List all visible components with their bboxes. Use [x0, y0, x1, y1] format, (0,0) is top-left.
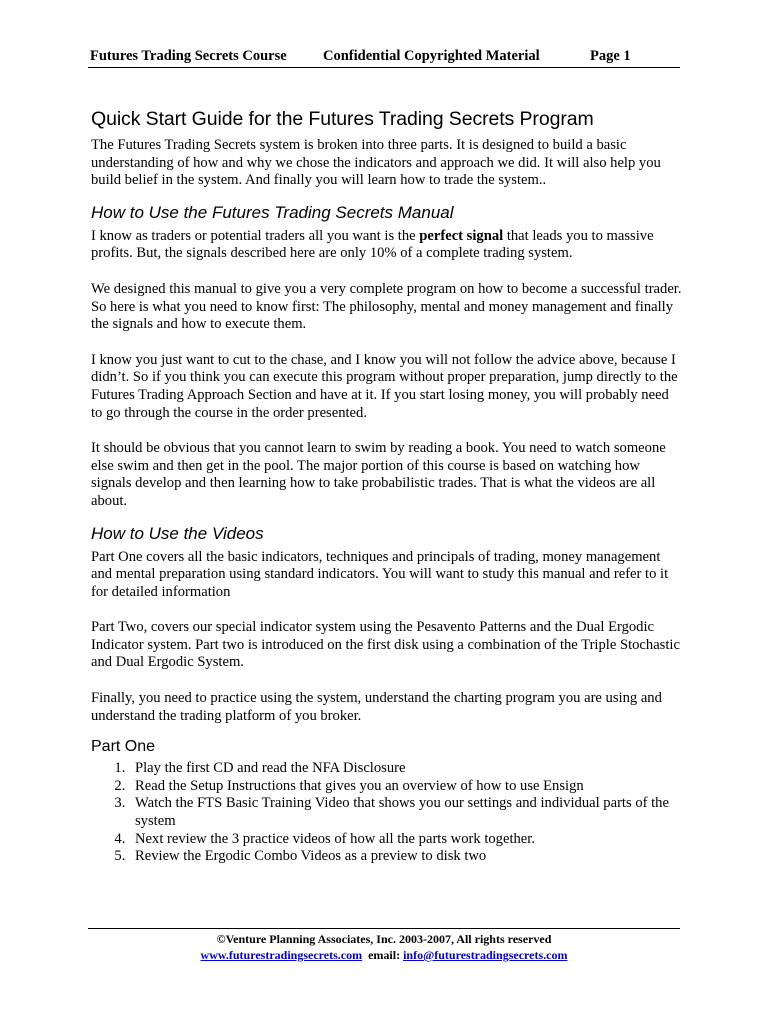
footer-copyright: ©Venture Planning Associates, Inc. 2003-2007, All rights reserved — [216, 932, 552, 946]
list-item: 1. Play the first CD and read the NFA Disclosure — [129, 760, 683, 778]
part-one-heading: Part One — [91, 738, 156, 756]
document-body — [91, 106, 683, 866]
manual-paragraph-1 — [91, 228, 683, 263]
manual-section-heading: How to Use the Futures Trading Secrets Manual — [91, 202, 454, 222]
list-item: 5. Review the Ergodic Combo Videos as a preview to disk two — [129, 848, 683, 866]
manual-paragraph-4: It should be obvious that you cannot learn to swim by reading a book. You need to watch someone else swim and then get in the pool. The major portion of this course is based on watching how signals develop and then learning how to take probabilistic trades. That is what the videos are all about. — [91, 440, 666, 509]
videos-section-heading: How to Use the Videos — [91, 523, 264, 543]
header-confidential-notice: Confidential Copyrighted Material — [323, 48, 540, 64]
list-item: 3. Watch the FTS Basic Training Video that shows you our settings and individual parts of the system — [129, 795, 683, 830]
intro-paragraph: The Futures Trading Secrets system is broken into three parts. It is designed to build a basic understanding of how and why we chose the indicators and approach we did. It will also help you build belief in the system. And finally you will learn how to trade the system.. — [91, 137, 661, 189]
manual-p1-text-after: that leads you to massive profits. But, the signals described here are only 10% of a complete trading system. — [91, 227, 654, 262]
list-item: 2. Read the Setup Instructions that gives you an overview of how to use Ensign — [129, 778, 683, 796]
manual-paragraph-2: We designed this manual to give you a very complete program on how to become a successful trader. So here is what you need to know first: The philosophy, mental and money management and finally the signals and how to execute them. — [91, 280, 682, 333]
videos-paragraph-2: Part Two, covers our special indicator system using the Pesavento Patterns and the Dual Ergodic Indicator system. Part two is introduced on the first disk using a combination of the Triple Stochastic and Dual Ergodic System. — [91, 619, 680, 671]
part-one-list — [91, 760, 683, 866]
header-page-number: Page 1 — [590, 48, 631, 64]
page-title: Quick Start Guide for the Futures Trading Secrets Program — [91, 108, 594, 130]
videos-paragraph-3: Finally, you need to practice using the system, understand the charting program you are using and understand the trading platform of you broker. — [91, 690, 662, 724]
manual-p1-text-before: I know as traders or potential traders all you want is the — [91, 227, 420, 244]
videos-paragraph-1: Part One covers all the basic indicators, techniques and principals of trading, money management and mental preparation using standard indicators. You will want to study this manual and refer to it for detailed information — [91, 548, 669, 600]
email-link[interactable]: info@futurestradingsecrets.com — [403, 948, 568, 962]
perfect-signal-emphasis: perfect signal — [419, 227, 504, 244]
website-link[interactable]: www.futurestradingsecrets.com — [200, 948, 363, 962]
header-course-title: Futures Trading Secrets Course — [90, 48, 287, 64]
page-footer — [88, 928, 680, 963]
footer-contact-line — [88, 947, 680, 963]
page-header — [88, 45, 680, 68]
list-item: 4. Next review the 3 practice videos of how all the parts work together. — [129, 831, 683, 849]
manual-paragraph-3: I know you just want to cut to the chase, and I know you will not follow the advice above, because I didn’t. So if you think you can execute this program without proper preparation, jump directly to the Futures Trading Approach Section and have at it. If you start losing money, you will probably need to go through the course in the order presented. — [91, 351, 678, 421]
email-label: email: — [362, 948, 404, 962]
